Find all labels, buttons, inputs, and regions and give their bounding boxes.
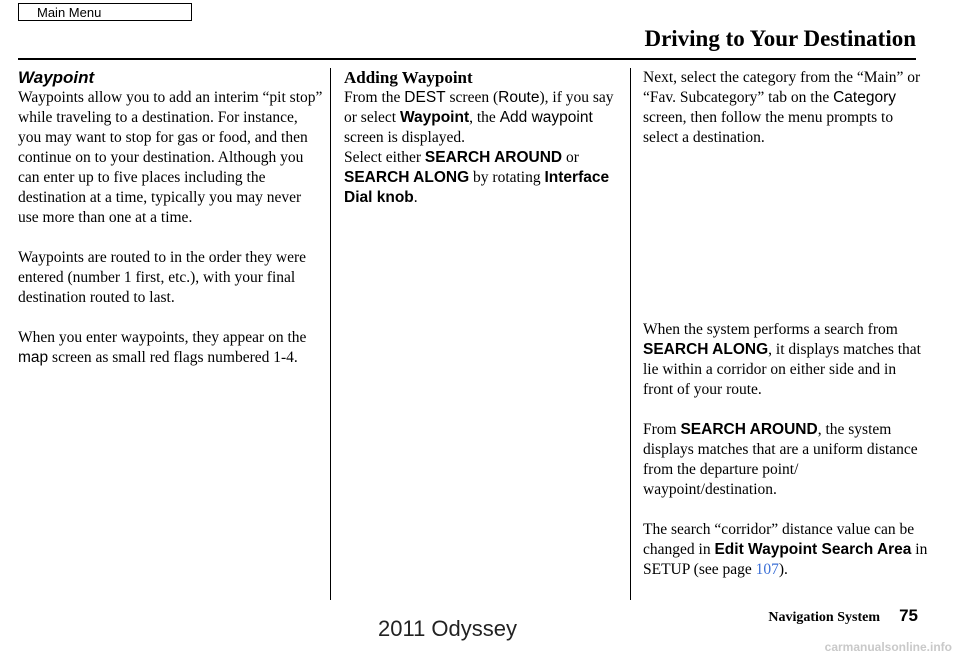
map-screen-term: map xyxy=(18,349,49,366)
text-run: , the system displays matches that are a uniform distance from the departure point/ waypoint/destination. xyxy=(643,421,918,498)
text-run: When the system performs a search from xyxy=(643,321,898,338)
adding-waypoint-heading: Adding Waypoint xyxy=(344,68,473,87)
text-run: Next, select the category from the “Main” or “Fav. Subcategory” tab on the xyxy=(643,69,921,106)
adding-waypoint-paragraph xyxy=(344,88,622,148)
search-along-paragraph xyxy=(643,320,928,400)
column-divider xyxy=(630,68,631,600)
text-run: When you enter waypoints, they appear on the xyxy=(18,329,307,346)
corridor-paragraph xyxy=(643,520,928,580)
column-adding-waypoint xyxy=(344,68,622,208)
column-waypoint xyxy=(18,68,323,368)
waypoint-map-paragraph xyxy=(18,328,323,368)
select-search-paragraph xyxy=(344,148,622,208)
title-rule xyxy=(18,58,916,60)
add-waypoint-term: Add waypoint xyxy=(499,109,593,126)
interface-dial-term: Interface Dial knob xyxy=(344,169,610,206)
footer-section-label: Navigation System xyxy=(768,610,880,625)
text-run: screen is displayed. xyxy=(344,129,465,146)
waypoint-order-paragraph: Waypoints are routed to in the order they were entered (number 1 first, etc.), with your final destination routed to last. xyxy=(18,249,306,306)
waypoint-term: Waypoint xyxy=(399,109,470,126)
page-link[interactable]: 107 xyxy=(755,561,779,578)
text-run: ), if you say or select xyxy=(344,89,614,126)
search-along-term: SEARCH ALONG xyxy=(344,169,470,186)
text-run: screen as small red flags numbered 1-4. xyxy=(48,349,298,366)
page-title: Driving to Your Destination xyxy=(644,26,916,51)
text-run: , it displays matches that lie within a corridor on either side and in front of your route. xyxy=(643,341,921,398)
main-menu-button[interactable]: Main Menu xyxy=(18,3,192,21)
text-run: Select either xyxy=(344,149,425,166)
category-screen-term: Category xyxy=(833,89,897,106)
text-run: in SETUP (see page xyxy=(643,541,928,578)
dest-screen-term: DEST xyxy=(404,89,446,106)
page-number: 75 xyxy=(899,606,918,625)
category-paragraph xyxy=(643,68,928,148)
text-run: , the xyxy=(469,109,500,126)
site-watermark: carmanualsonline.info xyxy=(824,640,952,654)
text-run: From xyxy=(643,421,681,438)
text-run: From the xyxy=(344,89,405,106)
text-run: screen ( xyxy=(445,89,499,106)
text-run: screen, then follow the menu prompts to select a destination. xyxy=(643,109,894,146)
waypoint-intro-paragraph: Waypoints allow you to add an interim “pit stop” while traveling to a destination. For instance, you may want to stop for gas or food, and then continue on to your destination. Although you can enter up to five places including the destination at a time, typically you may never use more than one at a time. xyxy=(18,89,323,226)
text-run: . xyxy=(413,189,418,206)
route-term: Route xyxy=(498,89,540,106)
edit-waypoint-term: Edit Waypoint Search Area xyxy=(714,541,912,558)
column-search xyxy=(643,68,928,580)
waypoint-heading: Waypoint xyxy=(18,68,95,87)
text-run: The search “corridor” distance value can be changed in xyxy=(643,521,915,558)
model-watermark: 2011 Odyssey xyxy=(378,616,518,641)
text-run: or xyxy=(562,149,579,166)
search-around-term: SEARCH AROUND xyxy=(424,149,563,166)
text-run: ). xyxy=(778,561,788,578)
search-around-term: SEARCH AROUND xyxy=(680,421,818,438)
search-along-term: SEARCH ALONG xyxy=(643,341,769,358)
text-run: by rotating xyxy=(469,169,545,186)
search-around-paragraph xyxy=(643,420,928,500)
column-divider xyxy=(330,68,331,600)
